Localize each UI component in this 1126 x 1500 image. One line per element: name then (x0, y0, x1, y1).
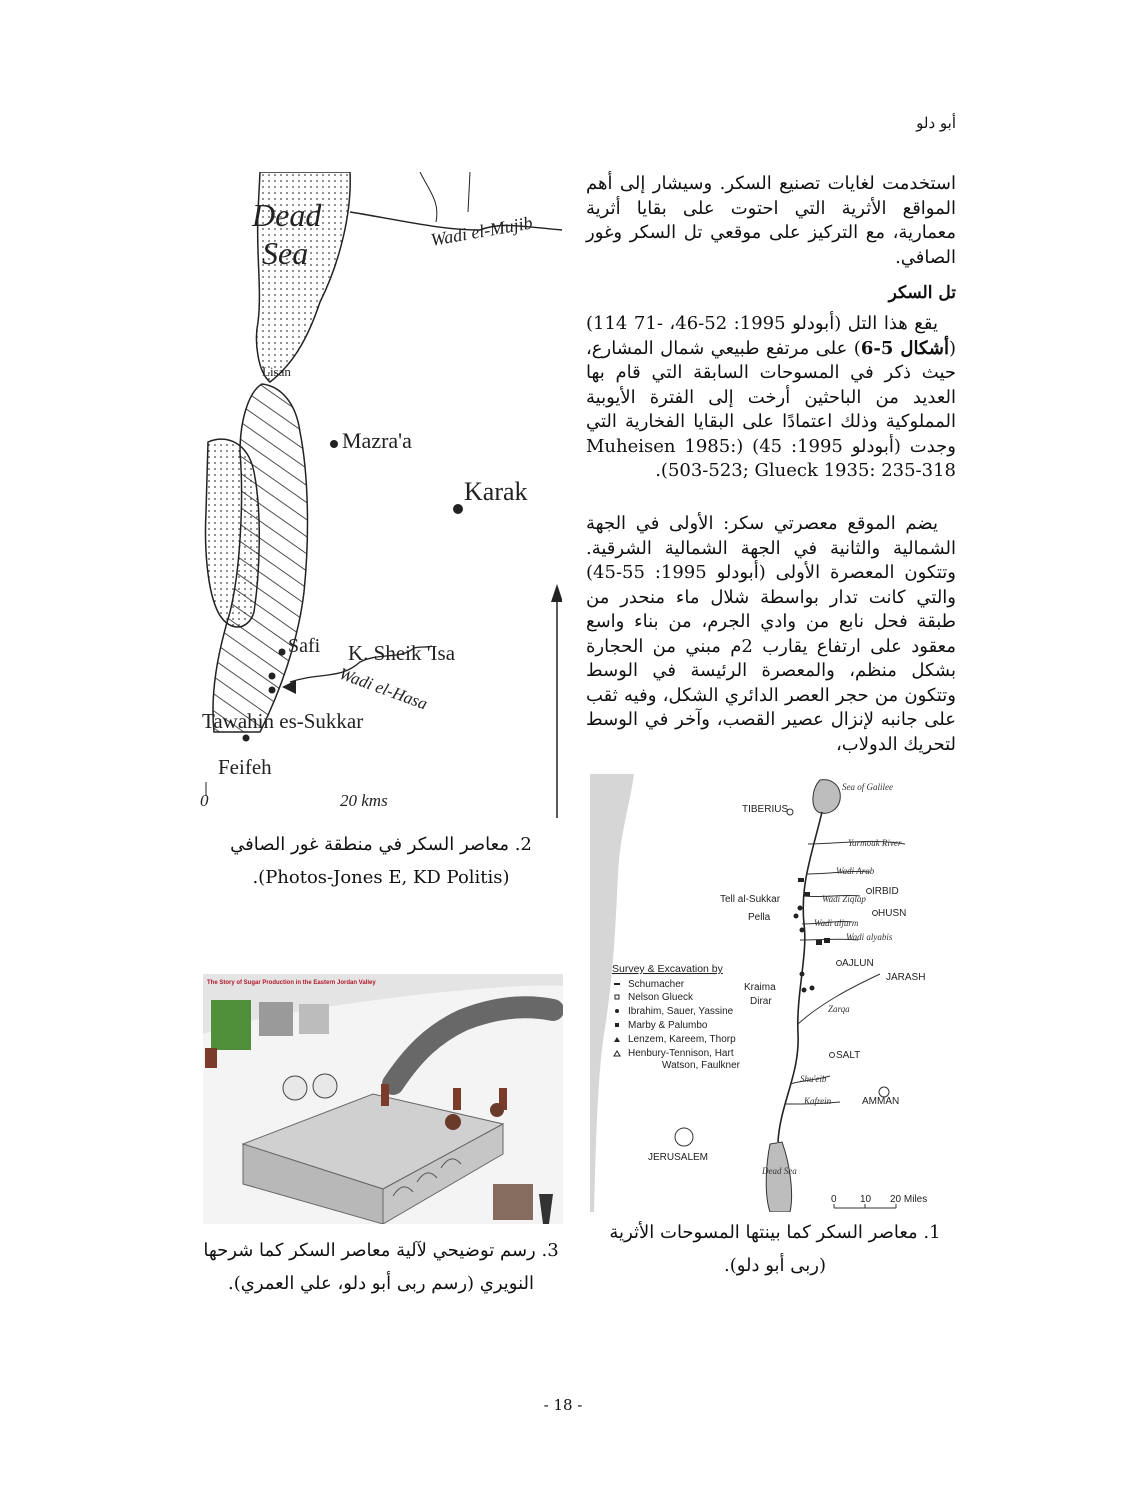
legend-item-6: Henbury-Tennison, Hart (628, 1048, 734, 1059)
legend-item-2: Nelson Glueck (628, 992, 694, 1003)
intro-paragraph: استخدمت لغايات تصنيع السكر. وسيشار إلى أهم المواقع الأثرية التي احتوت على بقايا أثرية معمارية، مع التركيز على موقعي تل السكر وغور الصافي. (586, 173, 956, 268)
para1-text-b: ) على مرتفع طبيعي شمال المشارع، حيث ذكر في المسوحات السابقة التي قام بها العديد من الباحثين أرخت إلى الفترة الأيوبية المملوكية وذلك اعتمادًا على البقايا الفخارية التي وجدت (أبودلو 1995: 45) (Muheisen 1985: 503-523; Glueck 1935: 235-318). (586, 337, 956, 481)
label-zarqa: Zarqa (828, 1004, 850, 1014)
label-lisan: Lisan (262, 364, 291, 379)
figure-3-caption-line1: 3. رسم توضيحي لآلية معاصر السكر كما شرحها (203, 1240, 559, 1261)
legend-item-7: Watson, Faulkner (662, 1060, 740, 1071)
label-kafrein: Kafrein (804, 1096, 832, 1106)
label-mazraa: Mazra'a (342, 428, 412, 453)
figure-2-caption-line2: (Photos-Jones E, KD Politis). (252, 867, 510, 888)
figure-reference: أشكال 5-6 (860, 337, 949, 359)
figure-1-survey-map (590, 774, 960, 1212)
label-tiberius: TIBERIUS (742, 804, 789, 815)
illustration-svg (203, 974, 563, 1224)
figure-1-caption-line1: 1. معاصر السكر كما بينتها المسوحات الأثرية (609, 1222, 941, 1243)
label-jarash: JARASH (886, 972, 926, 983)
label-scale-zero: 0 (200, 791, 209, 810)
figure-2-caption-line1: 2. معاصر السكر في منطقة غور الصافي (230, 834, 532, 855)
legend-item-5: Lenzem, Kareem, Thorp (628, 1034, 736, 1045)
figure-3-illustration (203, 974, 563, 1224)
label-irbid: IRBID (872, 886, 899, 897)
scale-ten: 10 (860, 1194, 872, 1205)
label-wadi-ziqlap: Wadi Ziqlap (822, 894, 866, 904)
label-dirar: Dirar (750, 996, 772, 1007)
label-pella: Pella (748, 912, 771, 923)
survey-map-svg (590, 774, 960, 1212)
page-number: - 18 - (543, 1396, 583, 1414)
label-dead: Dead (252, 197, 322, 233)
figure-1-caption-line2: (ربى أبو دلو). (723, 1255, 827, 1276)
label-husn: HUSN (878, 908, 907, 919)
label-sea-of-galilee: Sea of Galilee (842, 782, 893, 792)
label-wadi-mujib: Wadi el-Mujib (429, 212, 534, 250)
label-yarmouk: Yarmouk River (848, 838, 902, 848)
label-dead-sea: Dead Sea (762, 1166, 797, 1176)
label-tawahin: Tawahin es-Sukkar (202, 709, 364, 733)
sea-of-galilee-shape (813, 780, 840, 814)
legend-item-4: Marby & Palumbo (628, 1020, 708, 1031)
figure-2-safi-map (200, 172, 562, 818)
label-ajlun: AJLUN (842, 958, 874, 969)
para1-text-a: يقع هذا التل (أبودلو 1995: 52-46، -71 114) ( (586, 313, 956, 359)
label-karak: Karak (464, 477, 528, 506)
label-sea: Sea (262, 235, 309, 271)
illustration-banner: The Story of Sugar Production in the Eastern Jordan Valley (207, 980, 376, 986)
legend-item-1: Schumacher (628, 979, 685, 990)
label-salt: SALT (836, 1050, 861, 1061)
millstone (283, 1076, 307, 1100)
paragraph-tell-sukkar (586, 312, 956, 484)
label-tell-al-sukkar: Tell al-Sukkar (720, 894, 781, 905)
label-scale-20: 20 kms (340, 791, 388, 810)
label-feifeh: Feifeh (218, 755, 272, 779)
label-safi: Safi (288, 635, 321, 657)
figure-2-caption (200, 828, 562, 894)
legend-title: Survey & Excavation by (612, 963, 723, 975)
legend-item-3: Ibrahim, Sauer, Yassine (628, 1006, 734, 1017)
section-title: تل السكر (888, 283, 956, 303)
running-header: أبو دلو (916, 114, 956, 132)
safi-map-svg (200, 172, 562, 818)
label-wadi-hasa: Wadi el-Hasa (336, 663, 430, 714)
figure-3-caption-line2: النويري (رسم ربى أبو دلو، علي العمري). (227, 1273, 535, 1294)
label-shueib: Shu'eib (800, 1074, 827, 1084)
label-wadi-yabis: Wadi alyabis (846, 932, 893, 942)
label-wadi-jurm: Wadi aljurm (814, 918, 859, 928)
label-kraima: Kraima (744, 982, 776, 993)
figure-1-caption (590, 1216, 960, 1282)
label-sheik-isa: K. Sheik 'Isa (348, 641, 456, 665)
label-amman: AMMAN (862, 1096, 900, 1107)
label-wadi-arab: Wadi Arab (836, 866, 875, 876)
paragraph-presses: يضم الموقع معصرتي سكر: الأولى في الجهة الشمالية والثانية في الجهة الشمالية الشرقية. وتتكون المعصرة الأولى (أبودلو 1995: 55-45) والتي كانت تدار بواسطة شلال ماء منحدر من طبقة فحل نابع من وادي الجرم، من بناء واسع معقود على ارتفاع يقارب 2م مبني من الحجارة بشكل منظم، والمعصرة الرئيسة في الوسط وتتكون من حجر العصر الدائري الشكل، وفيه ثقب على جانبه لإنزال عصير القصب، وآخر في الوسط لتحريك الدولاب، (586, 513, 956, 755)
scale-zero: 0 (831, 1194, 837, 1205)
label-jerusalem: JERUSALEM (648, 1152, 709, 1163)
figure-3-caption (200, 1234, 562, 1300)
scale-twenty: 20 Miles (890, 1194, 928, 1205)
